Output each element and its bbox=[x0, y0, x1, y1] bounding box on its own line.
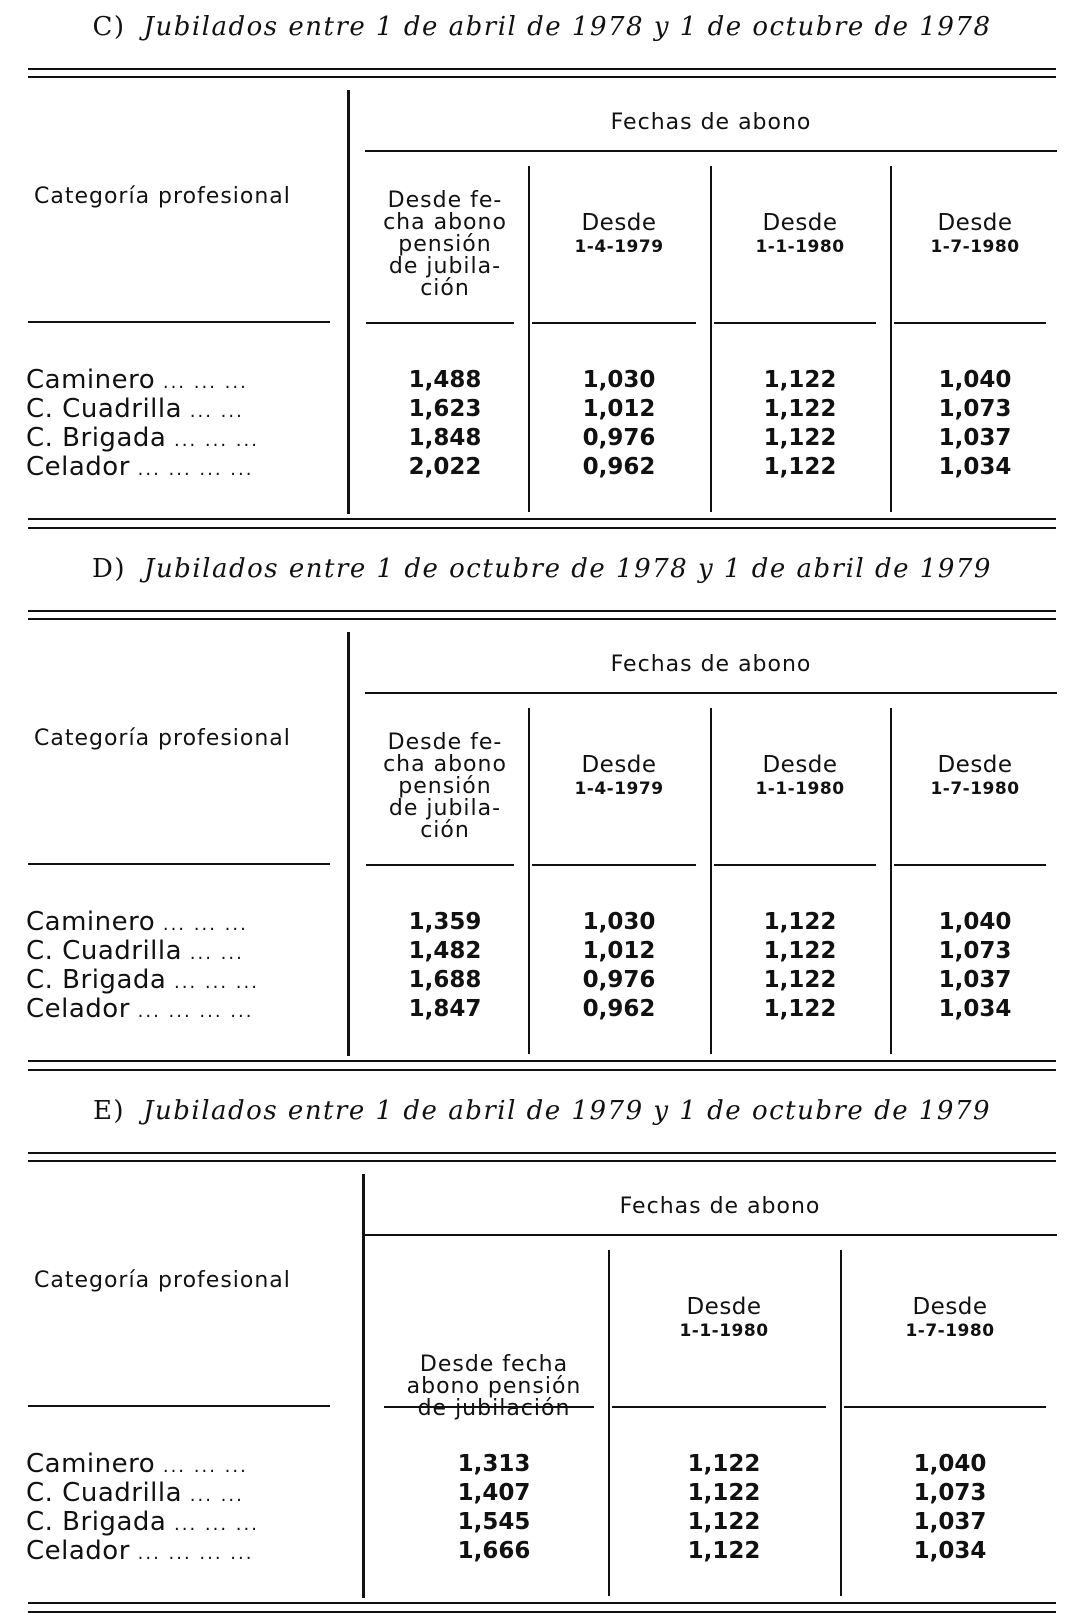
section-d-column-header-1: Desde fe- cha abono pensión de jubila- ción bbox=[383, 730, 507, 843]
section-e-row-name: Celador bbox=[26, 1536, 130, 1566]
section-c-cell-value: 1,623 bbox=[408, 396, 482, 422]
section-d-cell-value: 1,037 bbox=[938, 967, 1012, 993]
section-e-top-rule-1 bbox=[28, 1152, 1056, 1154]
section-c-heading bbox=[0, 12, 1084, 42]
section-e-cell-value: 1,122 bbox=[687, 1509, 761, 1535]
section-e-row-name: C. Cuadrilla bbox=[26, 1478, 183, 1508]
section-e-row-leader-dots: ... ... ... bbox=[166, 1514, 259, 1535]
section-e-cell-value: 1,037 bbox=[913, 1509, 987, 1535]
section-e-row-name: Caminero bbox=[26, 1449, 156, 1479]
section-c-column-header-3-date: 1-1-1980 bbox=[755, 237, 845, 257]
section-c-cell-value: 1,012 bbox=[582, 396, 656, 422]
section-c-top-rule-2 bbox=[28, 76, 1056, 78]
section-d-cell-value: 1,040 bbox=[938, 909, 1012, 935]
section-d-row-name: Caminero bbox=[26, 907, 156, 937]
section-c-row-label bbox=[26, 453, 253, 484]
section-c-row-leader-dots: ... ... ... ... bbox=[129, 459, 254, 480]
section-d-row-leader-dots: ... ... bbox=[182, 943, 244, 964]
section-d-row-label bbox=[26, 966, 259, 997]
section-d-cell-value: 1,012 bbox=[582, 938, 656, 964]
section-d-top-rule-1 bbox=[28, 610, 1056, 612]
section-d-column-header-2 bbox=[528, 754, 710, 800]
section-e-top-rule-2 bbox=[28, 1160, 1056, 1162]
section-c-row-label bbox=[26, 395, 244, 426]
section-e-column-header-1: Desde fecha abono pensión de jubilación bbox=[406, 1352, 582, 1421]
section-d-row-name: C. Brigada bbox=[26, 965, 167, 995]
section-c-cell-value: 2,022 bbox=[408, 454, 482, 480]
section-c-column-rule-4 bbox=[894, 322, 1046, 324]
section-c-bottom-rule-1 bbox=[28, 518, 1056, 520]
section-c-row-leader-dots: ... ... bbox=[182, 401, 244, 422]
section-d-column-header-4 bbox=[890, 754, 1060, 800]
section-d-bottom-rule-2 bbox=[28, 1069, 1056, 1071]
section-d-cell-value: 1,688 bbox=[408, 967, 482, 993]
section-d-column-rule-3 bbox=[714, 864, 876, 866]
section-d-cell-value: 1,122 bbox=[763, 967, 837, 993]
section-e-row-name: C. Brigada bbox=[26, 1507, 167, 1537]
section-e-cell-value: 1,313 bbox=[457, 1451, 531, 1477]
section-c-letter: C) bbox=[92, 12, 126, 42]
section-e-column-header-2-label: Desde bbox=[686, 1294, 762, 1320]
section-d-top-rule-2 bbox=[28, 618, 1056, 620]
section-c-category-rule bbox=[28, 321, 330, 323]
section-d-cell-value: 1,482 bbox=[408, 938, 482, 964]
section-c-cell-value: 1,034 bbox=[938, 454, 1012, 480]
section-d-cell-value: 1,122 bbox=[763, 996, 837, 1022]
section-d-row-leader-dots: ... ... ... ... bbox=[129, 1001, 254, 1022]
section-e-column-header-3-date: 1-7-1980 bbox=[905, 1321, 995, 1341]
section-e-cell-value: 1,407 bbox=[457, 1480, 531, 1506]
section-d-vertical-separator bbox=[347, 632, 350, 1056]
section-d-cell-value: 0,976 bbox=[582, 967, 656, 993]
section-c-title: Jubilados entre 1 de abril de 1978 y 1 de octubre de 1978 bbox=[143, 12, 992, 42]
section-c-cell-value: 0,976 bbox=[582, 425, 656, 451]
section-d-column-header-4-label: Desde bbox=[937, 752, 1013, 778]
section-d-cell-value: 1,030 bbox=[582, 909, 656, 935]
section-e-column-rule-2 bbox=[612, 1406, 826, 1408]
section-e-row-leader-dots: ... ... ... ... bbox=[129, 1543, 254, 1564]
section-d-column-header-3-label: Desde bbox=[762, 752, 838, 778]
section-e-column-header-3-label: Desde bbox=[912, 1294, 988, 1320]
section-e-row-label bbox=[26, 1537, 253, 1568]
section-c-row-name: C. Cuadrilla bbox=[26, 394, 183, 424]
section-c-cell-value: 1,030 bbox=[582, 367, 656, 393]
section-c-category-header: Categoría profesional bbox=[34, 184, 291, 209]
section-c-column-header-4-label: Desde bbox=[937, 210, 1013, 236]
section-d-column-header-2-label: Desde bbox=[581, 752, 657, 778]
section-e-row-label bbox=[26, 1450, 248, 1481]
section-c-column-header-3-label: Desde bbox=[762, 210, 838, 236]
section-d-column-header-3-date: 1-1-1980 bbox=[755, 779, 845, 799]
section-d-cell-value: 1,122 bbox=[763, 909, 837, 935]
section-c-row-name: C. Brigada bbox=[26, 423, 167, 453]
section-c-cell-value: 1,040 bbox=[938, 367, 1012, 393]
section-d-column-rule-2 bbox=[532, 864, 696, 866]
section-e-row-label bbox=[26, 1508, 259, 1539]
section-e-cell-value: 1,034 bbox=[913, 1538, 987, 1564]
section-c-row-name: Caminero bbox=[26, 365, 156, 395]
section-d-cell-value: 1,073 bbox=[938, 938, 1012, 964]
section-d-row-leader-dots: ... ... ... bbox=[155, 914, 248, 935]
section-e-letter: E) bbox=[92, 1096, 126, 1126]
section-d-cell-value: 1,034 bbox=[938, 996, 1012, 1022]
section-e-group-header: Fechas de abono bbox=[619, 1194, 821, 1219]
section-c-cell-value: 0,962 bbox=[582, 454, 656, 480]
section-e-column-header-2 bbox=[608, 1296, 840, 1342]
section-d-column-header-2-date: 1-4-1979 bbox=[574, 779, 664, 799]
section-e-cell-value: 1,122 bbox=[687, 1538, 761, 1564]
section-c-row-leader-dots: ... ... ... bbox=[166, 430, 259, 451]
section-c-row-leader-dots: ... ... ... bbox=[155, 372, 248, 393]
section-c-column-header-4-date: 1-7-1980 bbox=[930, 237, 1020, 257]
section-c-column-header-1: Desde fe- cha abono pensión de jubila- ción bbox=[383, 188, 507, 301]
section-d-bottom-rule-1 bbox=[28, 1060, 1056, 1062]
section-e-cell-value: 1,666 bbox=[457, 1538, 531, 1564]
section-c-cell-value: 1,122 bbox=[763, 425, 837, 451]
section-c-cell-value: 1,037 bbox=[938, 425, 1012, 451]
section-c-cell-value: 1,488 bbox=[408, 367, 482, 393]
section-c-cell-value: 1,848 bbox=[408, 425, 482, 451]
section-e-category-header: Categoría profesional bbox=[34, 1268, 291, 1293]
section-c-group-header: Fechas de abono bbox=[610, 110, 812, 135]
section-d-row-name: Celador bbox=[26, 994, 130, 1024]
section-e-heading bbox=[0, 1096, 1084, 1126]
section-d-cell-value: 1,359 bbox=[408, 909, 482, 935]
section-e-column-rule-1 bbox=[384, 1406, 594, 1408]
section-c-cell-value: 1,122 bbox=[763, 396, 837, 422]
section-c-group-rule bbox=[365, 150, 1057, 152]
section-e-group-rule bbox=[365, 1234, 1057, 1236]
section-e-column-header-3 bbox=[840, 1296, 1060, 1342]
section-d-group-header: Fechas de abono bbox=[610, 652, 812, 677]
section-d-row-leader-dots: ... ... ... bbox=[166, 972, 259, 993]
section-d-column-rule-1 bbox=[366, 864, 514, 866]
section-d-cell-value: 1,847 bbox=[408, 996, 482, 1022]
section-e-column-header-2-date: 1-1-1980 bbox=[679, 1321, 769, 1341]
section-c-column-header-2 bbox=[528, 212, 710, 258]
section-c-column-rule-3 bbox=[714, 322, 876, 324]
section-d-column-header-3 bbox=[710, 754, 890, 800]
section-e-title: Jubilados entre 1 de abril de 1979 y 1 de octubre de 1979 bbox=[143, 1096, 992, 1126]
section-e-row-leader-dots: ... ... ... bbox=[155, 1456, 248, 1477]
section-c-cell-value: 1,122 bbox=[763, 367, 837, 393]
section-e-category-rule bbox=[28, 1405, 330, 1407]
section-d-group-rule bbox=[365, 692, 1057, 694]
section-c-cell-value: 1,122 bbox=[763, 454, 837, 480]
section-c-column-header-4 bbox=[890, 212, 1060, 258]
section-d-letter: D) bbox=[92, 554, 127, 584]
section-c-row-name: Celador bbox=[26, 452, 130, 482]
section-c-cell-value: 1,073 bbox=[938, 396, 1012, 422]
section-e-cell-value: 1,122 bbox=[687, 1451, 761, 1477]
section-c-column-header-3 bbox=[710, 212, 890, 258]
section-c-column-header-2-label: Desde bbox=[581, 210, 657, 236]
section-c-vertical-separator bbox=[347, 90, 350, 514]
section-c-column-rule-2 bbox=[532, 322, 696, 324]
section-d-row-label bbox=[26, 995, 253, 1026]
section-d-category-header: Categoría profesional bbox=[34, 726, 291, 751]
section-e-row-label bbox=[26, 1479, 244, 1510]
section-c-row-label bbox=[26, 424, 259, 455]
section-d-row-label bbox=[26, 937, 244, 968]
section-d-column-header-4-date: 1-7-1980 bbox=[930, 779, 1020, 799]
section-e-cell-value: 1,040 bbox=[913, 1451, 987, 1477]
section-e-vertical-separator bbox=[362, 1174, 365, 1598]
section-c-bottom-rule-2 bbox=[28, 527, 1056, 529]
section-e-cell-value: 1,545 bbox=[457, 1509, 531, 1535]
section-d-row-label bbox=[26, 908, 248, 939]
section-c-column-rule-1 bbox=[366, 322, 514, 324]
section-e-row-leader-dots: ... ... bbox=[182, 1485, 244, 1506]
section-c-column-header-2-date: 1-4-1979 bbox=[574, 237, 664, 257]
section-c-row-label bbox=[26, 366, 248, 397]
section-d-category-rule bbox=[28, 863, 330, 865]
section-e-column-rule-3 bbox=[844, 1406, 1046, 1408]
section-d-cell-value: 0,962 bbox=[582, 996, 656, 1022]
section-e-cell-value: 1,122 bbox=[687, 1480, 761, 1506]
section-e-bottom-rule-1 bbox=[28, 1602, 1056, 1604]
section-c-top-rule-1 bbox=[28, 68, 1056, 70]
section-d-cell-value: 1,122 bbox=[763, 938, 837, 964]
section-d-row-name: C. Cuadrilla bbox=[26, 936, 183, 966]
section-d-title: Jubilados entre 1 de octubre de 1978 y 1 de abril de 1979 bbox=[144, 554, 992, 584]
section-d-column-rule-4 bbox=[894, 864, 1046, 866]
section-e-cell-value: 1,073 bbox=[913, 1480, 987, 1506]
section-d-heading bbox=[0, 554, 1084, 584]
